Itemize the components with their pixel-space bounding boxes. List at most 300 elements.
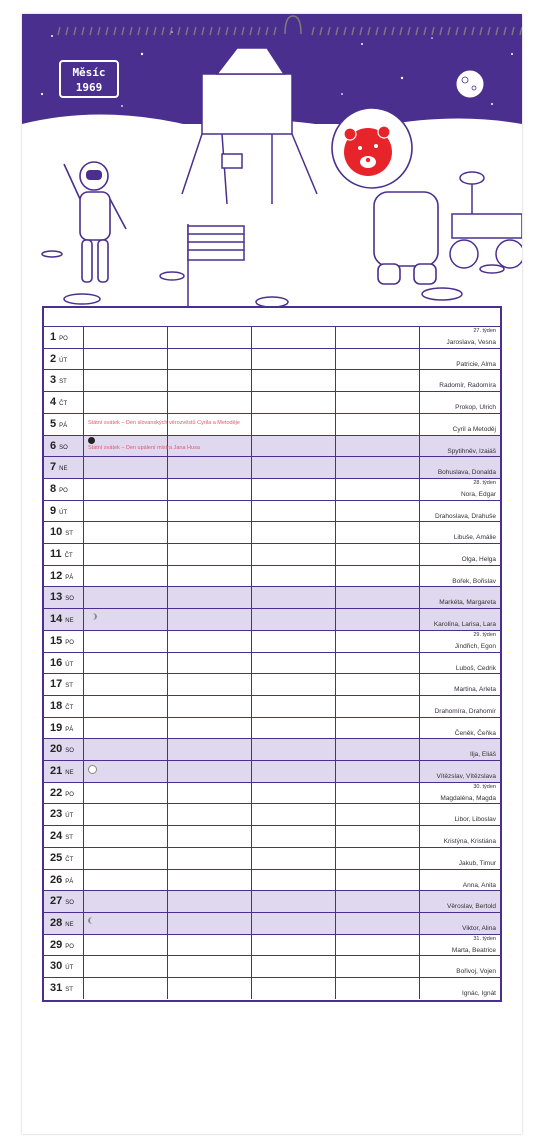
column-divider	[167, 653, 168, 674]
column-divider	[167, 674, 168, 695]
column-divider	[419, 956, 420, 977]
column-divider	[83, 544, 84, 565]
day-number-value: 13	[50, 591, 63, 604]
day-number	[44, 783, 83, 804]
column-divider	[335, 696, 336, 717]
name-day: Martina, Arleta	[454, 686, 496, 694]
day-number	[44, 609, 83, 630]
day-abbrev: ÚT	[59, 357, 68, 364]
name-day: Spytihněv, Izaiáš	[447, 447, 496, 455]
column-divider	[419, 370, 420, 391]
day-number	[44, 457, 83, 478]
column-divider	[419, 327, 420, 348]
column-divider	[167, 522, 168, 543]
day-abbrev: SO	[59, 444, 68, 451]
column-divider	[335, 566, 336, 587]
column-divider	[251, 674, 252, 695]
column-divider	[251, 370, 252, 391]
column-divider	[419, 674, 420, 695]
day-number	[44, 436, 83, 457]
day-row	[44, 608, 500, 630]
column-divider	[335, 501, 336, 522]
column-divider	[335, 349, 336, 370]
day-number	[44, 392, 83, 413]
day-number	[44, 913, 83, 934]
day-row	[44, 521, 500, 543]
column-divider	[83, 609, 84, 630]
day-number-value: 28	[50, 916, 63, 929]
column-divider	[167, 349, 168, 370]
column-divider	[335, 479, 336, 500]
day-number-value: 19	[50, 721, 63, 734]
day-row	[44, 782, 500, 804]
column-divider	[83, 349, 84, 370]
week-number: 31. týden	[473, 935, 496, 942]
column-divider	[167, 739, 168, 760]
day-abbrev: PO	[65, 791, 74, 798]
day-number	[44, 891, 83, 912]
column-divider	[251, 587, 252, 608]
column-divider	[335, 653, 336, 674]
day-abbrev: SO	[65, 596, 74, 603]
column-divider	[167, 609, 168, 630]
week-number: 30. týden	[473, 783, 496, 790]
column-divider	[83, 935, 84, 956]
column-divider	[83, 739, 84, 760]
column-divider	[251, 783, 252, 804]
column-divider	[83, 718, 84, 739]
day-row	[44, 912, 500, 934]
column-divider	[83, 501, 84, 522]
day-number	[44, 956, 83, 977]
column-divider	[419, 566, 420, 587]
day-number-value: 14	[50, 613, 63, 626]
column-divider	[335, 870, 336, 891]
day-abbrev: ST	[65, 835, 73, 842]
column-divider	[83, 457, 84, 478]
name-day: Marta, Beatrice	[451, 946, 496, 954]
week-number: 27. týden	[473, 328, 496, 334]
name-day: Jindřich, Egon	[454, 642, 496, 650]
column-divider	[251, 436, 252, 457]
column-divider	[335, 370, 336, 391]
column-divider	[419, 718, 420, 739]
column-divider	[167, 479, 168, 500]
name-day: Jakub, Timur	[458, 859, 496, 867]
column-divider	[251, 826, 252, 847]
column-divider	[83, 783, 84, 804]
column-divider	[335, 761, 336, 782]
column-divider	[419, 696, 420, 717]
column-divider	[167, 457, 168, 478]
name-day: Věroslav, Bertold	[446, 903, 496, 911]
name-day: Luboš, Cedrik	[455, 664, 496, 672]
wall-calendar-page	[22, 14, 522, 1134]
column-divider	[335, 826, 336, 847]
day-number-value: 22	[50, 786, 63, 799]
column-divider	[419, 848, 420, 869]
day-number-value: 6	[50, 439, 57, 452]
day-number	[44, 848, 83, 869]
day-number-value: 2	[50, 352, 57, 365]
hanger-hook	[282, 14, 304, 36]
day-number-value: 29	[50, 938, 63, 951]
column-divider	[335, 978, 336, 999]
moon-phase-icon	[88, 917, 97, 924]
column-divider	[83, 913, 84, 934]
holiday-note: Státní svátek – Den slovanských věrozvěstů Cyrila a Metoděje	[88, 419, 240, 426]
column-divider	[251, 392, 252, 413]
column-divider	[251, 631, 252, 652]
day-number	[44, 761, 83, 782]
day-abbrev: ČT	[59, 401, 68, 408]
column-divider	[335, 739, 336, 760]
day-number-value: 3	[50, 374, 57, 387]
column-divider	[83, 978, 84, 999]
column-divider	[83, 566, 84, 587]
day-row	[44, 717, 500, 739]
badge-year: 1969	[75, 81, 103, 94]
day-row	[44, 391, 500, 413]
day-row	[44, 673, 500, 695]
week-number: 29. týden	[473, 631, 496, 638]
day-number-value: 4	[50, 396, 57, 409]
column-divider	[167, 501, 168, 522]
day-row	[44, 326, 500, 348]
day-number-value: 9	[50, 504, 57, 517]
column-divider	[419, 349, 420, 370]
column-divider	[251, 978, 252, 999]
column-divider	[251, 935, 252, 956]
column-divider	[83, 327, 84, 348]
day-number-value: 27	[50, 895, 63, 908]
day-abbrev: PO	[59, 336, 68, 342]
column-divider	[419, 457, 420, 478]
day-row	[44, 977, 500, 999]
column-divider	[419, 935, 420, 956]
day-abbrev: ČT	[64, 553, 73, 559]
day-abbrev: NE	[59, 466, 68, 473]
column-divider	[419, 479, 420, 500]
column-divider	[335, 783, 336, 804]
day-number	[44, 349, 83, 370]
day-number-value: 31	[50, 982, 63, 994]
column-divider	[83, 956, 84, 977]
column-divider	[167, 718, 168, 739]
column-divider	[419, 761, 420, 782]
name-day: Prokop, Ulrich	[455, 404, 496, 412]
name-day: Kristýna, Kristiána	[443, 838, 496, 846]
column-divider	[83, 587, 84, 608]
day-row	[44, 435, 500, 457]
day-number-value: 10	[50, 526, 63, 539]
name-day: Ignác, Ignát	[462, 990, 496, 997]
day-abbrev: ST	[59, 379, 67, 386]
moon-landing-illustration	[22, 14, 522, 314]
day-abbrev: SO	[65, 748, 74, 755]
name-day: Cyril a Metoděj	[452, 425, 496, 433]
name-day: Ilja, Eliáš	[469, 751, 496, 759]
name-day: Vítězslav, Vítězslava	[436, 773, 496, 780]
day-row	[44, 586, 500, 608]
day-row	[44, 500, 500, 522]
column-divider	[335, 718, 336, 739]
column-divider	[83, 848, 84, 869]
day-number-value: 18	[50, 699, 63, 712]
column-divider	[251, 566, 252, 587]
column-divider	[251, 848, 252, 869]
column-divider	[167, 631, 168, 652]
name-day: Nora, Edgar	[460, 490, 496, 498]
column-divider	[251, 501, 252, 522]
day-number	[44, 674, 83, 695]
day-abbrev: PÁ	[65, 878, 74, 885]
column-divider	[419, 587, 420, 608]
column-divider	[335, 631, 336, 652]
column-divider	[167, 544, 168, 565]
column-divider	[335, 436, 336, 457]
day-number-value: 26	[50, 873, 63, 886]
column-divider	[419, 501, 420, 522]
column-divider	[419, 913, 420, 934]
day-abbrev: ÚT	[65, 965, 74, 972]
month-year-badge	[59, 60, 119, 98]
column-divider	[167, 696, 168, 717]
column-divider	[83, 826, 84, 847]
day-number	[44, 370, 83, 391]
column-divider	[167, 978, 168, 999]
name-day: Viktor, Alina	[462, 924, 496, 932]
day-abbrev: PÁ	[65, 726, 74, 733]
column-divider	[335, 804, 336, 825]
column-divider	[251, 804, 252, 825]
name-day: Jaroslava, Vesna	[446, 339, 496, 346]
column-divider	[335, 587, 336, 608]
column-divider	[167, 870, 168, 891]
column-divider	[167, 935, 168, 956]
column-divider	[335, 392, 336, 413]
column-divider	[83, 414, 84, 435]
column-divider	[419, 544, 420, 565]
day-row	[44, 934, 500, 956]
column-divider	[83, 891, 84, 912]
column-divider	[83, 696, 84, 717]
name-day: Olga, Helga	[461, 556, 496, 563]
column-divider	[83, 761, 84, 782]
day-abbrev: ÚT	[65, 661, 74, 668]
day-number	[44, 826, 83, 847]
day-abbrev: PO	[65, 639, 74, 646]
day-row	[44, 456, 500, 478]
day-number	[44, 696, 83, 717]
day-number-value: 12	[50, 569, 63, 582]
day-abbrev: ST	[65, 987, 73, 993]
column-divider	[335, 891, 336, 912]
day-number-value: 23	[50, 808, 63, 821]
column-divider	[83, 804, 84, 825]
column-divider	[83, 631, 84, 652]
name-day: Čeněk, Čeňka	[454, 729, 496, 737]
day-abbrev: SO	[65, 900, 74, 907]
column-divider	[419, 804, 420, 825]
day-number	[44, 978, 83, 999]
day-number-value: 24	[50, 830, 63, 843]
column-divider	[335, 848, 336, 869]
day-row	[44, 478, 500, 500]
column-divider	[251, 696, 252, 717]
day-number-value: 5	[50, 417, 57, 430]
column-divider	[167, 783, 168, 804]
day-number-value: 15	[50, 634, 63, 647]
name-day: Libor, Liboslav	[454, 816, 496, 824]
day-row	[44, 847, 500, 869]
day-row	[44, 890, 500, 912]
day-number	[44, 653, 83, 674]
column-divider	[419, 436, 420, 457]
moon-phase-icon	[88, 765, 97, 774]
name-day: Bohuslava, Donalda	[437, 469, 496, 477]
name-day: Bořivoj, Vojen	[456, 968, 496, 976]
day-number	[44, 501, 83, 522]
column-divider	[419, 870, 420, 891]
column-divider	[251, 653, 252, 674]
day-number	[44, 522, 83, 543]
column-divider	[335, 457, 336, 478]
week-number: 28. týden	[473, 479, 496, 486]
column-divider	[419, 891, 420, 912]
day-row	[44, 565, 500, 587]
name-day: Anna, Anita	[462, 881, 496, 889]
column-divider	[167, 566, 168, 587]
day-number-value: 21	[50, 765, 63, 777]
column-divider	[167, 761, 168, 782]
badge-label: Měsíc	[72, 66, 106, 79]
column-divider	[251, 870, 252, 891]
column-divider	[419, 826, 420, 847]
column-divider	[419, 653, 420, 674]
column-divider	[419, 978, 420, 999]
column-divider	[167, 327, 168, 348]
column-divider	[251, 349, 252, 370]
day-number	[44, 566, 83, 587]
column-divider	[167, 826, 168, 847]
day-row	[44, 543, 500, 565]
day-number-value: 20	[50, 743, 63, 756]
day-abbrev: PÁ	[59, 422, 68, 429]
column-divider	[167, 370, 168, 391]
column-divider	[335, 674, 336, 695]
name-day: Bořek, Bořislav	[452, 577, 496, 585]
column-divider	[419, 392, 420, 413]
column-divider	[419, 414, 420, 435]
column-divider	[83, 436, 84, 457]
day-abbrev: ČT	[65, 704, 74, 711]
moon-phase-icon	[88, 437, 95, 444]
column-divider	[335, 935, 336, 956]
day-number-value: 17	[50, 678, 63, 691]
name-day: Radomír, Radomíra	[439, 382, 496, 390]
column-divider	[251, 414, 252, 435]
day-abbrev: PÁ	[65, 574, 74, 581]
day-row	[44, 695, 500, 717]
day-row	[44, 652, 500, 674]
day-number	[44, 739, 83, 760]
column-divider	[419, 739, 420, 760]
column-divider	[251, 739, 252, 760]
name-day: Drahomíra, Drahomír	[434, 707, 496, 715]
day-abbrev: NE	[65, 921, 74, 928]
column-divider	[335, 913, 336, 934]
day-abbrev: ST	[65, 683, 73, 690]
column-divider	[167, 587, 168, 608]
day-abbrev: ČT	[65, 856, 74, 863]
name-day: Markéta, Margareta	[439, 599, 496, 607]
column-divider	[83, 653, 84, 674]
column-divider	[167, 848, 168, 869]
column-divider	[419, 609, 420, 630]
name-day: Patricie, Alma	[456, 360, 496, 368]
name-day: Drahoslava, Drahuše	[434, 512, 496, 520]
column-divider	[419, 631, 420, 652]
day-number	[44, 935, 83, 956]
column-divider	[251, 956, 252, 977]
day-row	[44, 413, 500, 435]
day-row	[44, 348, 500, 370]
day-number-value: 8	[50, 482, 57, 495]
day-abbrev: NE	[65, 618, 74, 625]
day-number	[44, 544, 83, 565]
column-divider	[83, 674, 84, 695]
day-number-value: 7	[50, 461, 57, 474]
day-abbrev: NE	[65, 770, 74, 776]
day-number	[44, 804, 83, 825]
day-number	[44, 587, 83, 608]
day-row	[44, 738, 500, 760]
column-divider	[83, 392, 84, 413]
day-number-value: 25	[50, 851, 63, 864]
day-number	[44, 870, 83, 891]
day-abbrev: ÚT	[59, 509, 68, 516]
day-abbrev: ST	[65, 531, 73, 538]
day-number-value: 1	[50, 331, 57, 343]
moon-phase-icon	[88, 613, 97, 620]
column-divider	[167, 913, 168, 934]
holiday-note: Státní svátek – Den upálení mistra Jana Husa	[88, 444, 200, 451]
name-day: Karolína, Larisa, Lara	[433, 621, 496, 629]
day-row	[44, 630, 500, 652]
day-number	[44, 414, 83, 435]
day-number-value: 11	[50, 548, 62, 560]
day-row	[44, 369, 500, 391]
column-divider	[251, 913, 252, 934]
column-divider	[251, 479, 252, 500]
day-abbrev: PO	[59, 487, 68, 494]
column-divider	[251, 891, 252, 912]
day-number-value: 30	[50, 960, 63, 973]
calendar-grid	[42, 306, 502, 1002]
column-divider	[335, 327, 336, 348]
column-divider	[251, 457, 252, 478]
column-divider	[167, 956, 168, 977]
name-day: Libuše, Amálie	[453, 534, 496, 542]
day-number	[44, 718, 83, 739]
column-divider	[419, 783, 420, 804]
day-row	[44, 869, 500, 891]
column-divider	[335, 609, 336, 630]
column-divider	[251, 544, 252, 565]
day-row	[44, 803, 500, 825]
name-day: Magdaléna, Magda	[440, 794, 496, 802]
